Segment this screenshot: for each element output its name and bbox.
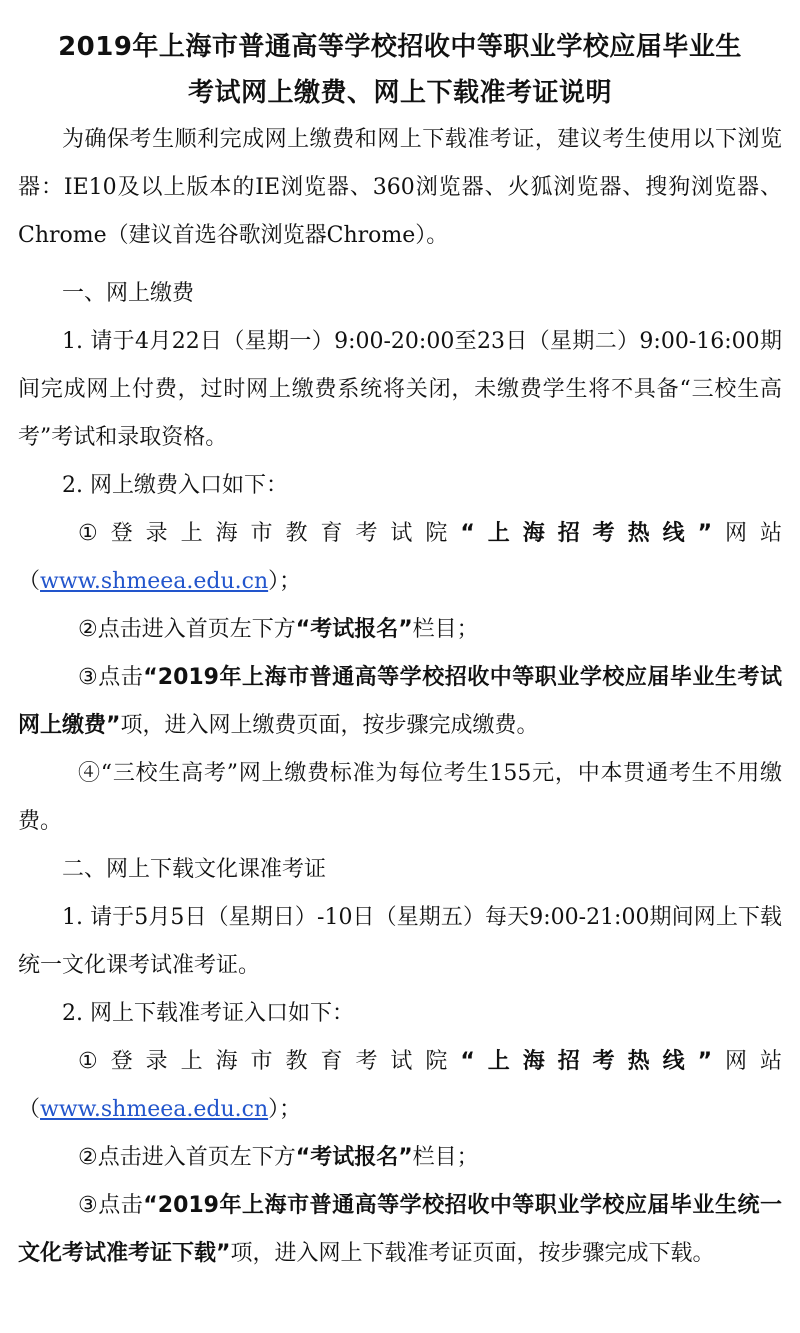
section1-step2	[18, 606, 782, 654]
step3-suffix: 项，进入网上缴费页面，按步骤完成缴费。	[120, 713, 539, 738]
website-link[interactable]: www.shmeea.edu.cn	[40, 1097, 269, 1122]
step1-suffix: ）；	[268, 569, 302, 594]
payment-item-label: “2019年上海市普通高等学校招收中等职业学校应届毕业生考试网上缴费”	[18, 665, 782, 738]
step1-text: ①登录上海市教育考试院	[78, 1049, 461, 1074]
site-name: “上海招考热线”	[460, 521, 713, 546]
section2-heading: 二、网上下载文化课准考证	[62, 857, 327, 882]
section1-heading: 一、网上缴费	[62, 281, 195, 306]
section1-step3	[18, 654, 782, 750]
site-name: “上海招考热线”	[460, 1049, 713, 1074]
step2-text: ②点击进入首页左下方	[78, 1145, 296, 1170]
step2-text: ②点击进入首页左下方	[78, 617, 296, 642]
section2-item1: 1. 请于5月5日（星期日）-10日（星期五）每天9:00-21:00期间网上下载统一文化课考试准考证。	[18, 905, 782, 978]
step1-text: ①登录上海市教育考试院	[78, 521, 461, 546]
section2-step1	[18, 1038, 782, 1134]
section2-step2	[18, 1134, 782, 1182]
section2-step3	[18, 1182, 782, 1278]
step1-mid: 网站（	[18, 521, 782, 594]
step1-suffix: ）；	[268, 1097, 302, 1122]
step3-text: ③点击	[78, 1193, 144, 1218]
document-title	[18, 24, 782, 116]
step2-suffix: 栏目；	[412, 617, 479, 642]
step1-mid: 网站（	[18, 1049, 782, 1122]
section2-item2: 2. 网上下载准考证入口如下：	[62, 1001, 354, 1026]
step3-suffix: 项，进入网上下载准考证页面，按步骤完成下载。	[230, 1241, 715, 1266]
step3-text: ③点击	[78, 665, 144, 690]
intro-paragraph: 为确保考生顺利完成网上缴费和网上下载准考证，建议考生使用以下浏览器：IE10及以上版本的IE浏览器、360浏览器、火狐浏览器、搜狗浏览器、Chrome（建议首选谷歌浏览器Chrome）。	[18, 127, 782, 248]
section1-item2: 2. 网上缴费入口如下：	[62, 473, 288, 498]
download-item-label: “2019年上海市普通高等学校招收中等职业学校应届毕业生统一文化考试准考证下载”	[18, 1193, 782, 1266]
section1-step4: ④“三校生高考”网上缴费标准为每位考生155元，中本贯通考生不用缴费。	[18, 761, 782, 834]
step2-suffix: 栏目；	[412, 1145, 479, 1170]
title-line-2: 考试网上缴费、网上下载准考证说明	[187, 78, 612, 108]
section1-step1	[18, 510, 782, 606]
section1-item1: 1. 请于4月22日（星期一）9:00-20:00至23日（星期二）9:00-16:00期间完成网上付费，过时网上缴费系统将关闭，未缴费学生将不具备“三校生高考”考试和录取资格。	[18, 329, 782, 450]
exam-registration-label: “考试报名”	[295, 1145, 413, 1170]
exam-registration-label: “考试报名”	[295, 617, 413, 642]
title-line-1: 2019年上海市普通高等学校招收中等职业学校应届毕业生	[58, 32, 742, 62]
website-link[interactable]: www.shmeea.edu.cn	[40, 569, 269, 594]
